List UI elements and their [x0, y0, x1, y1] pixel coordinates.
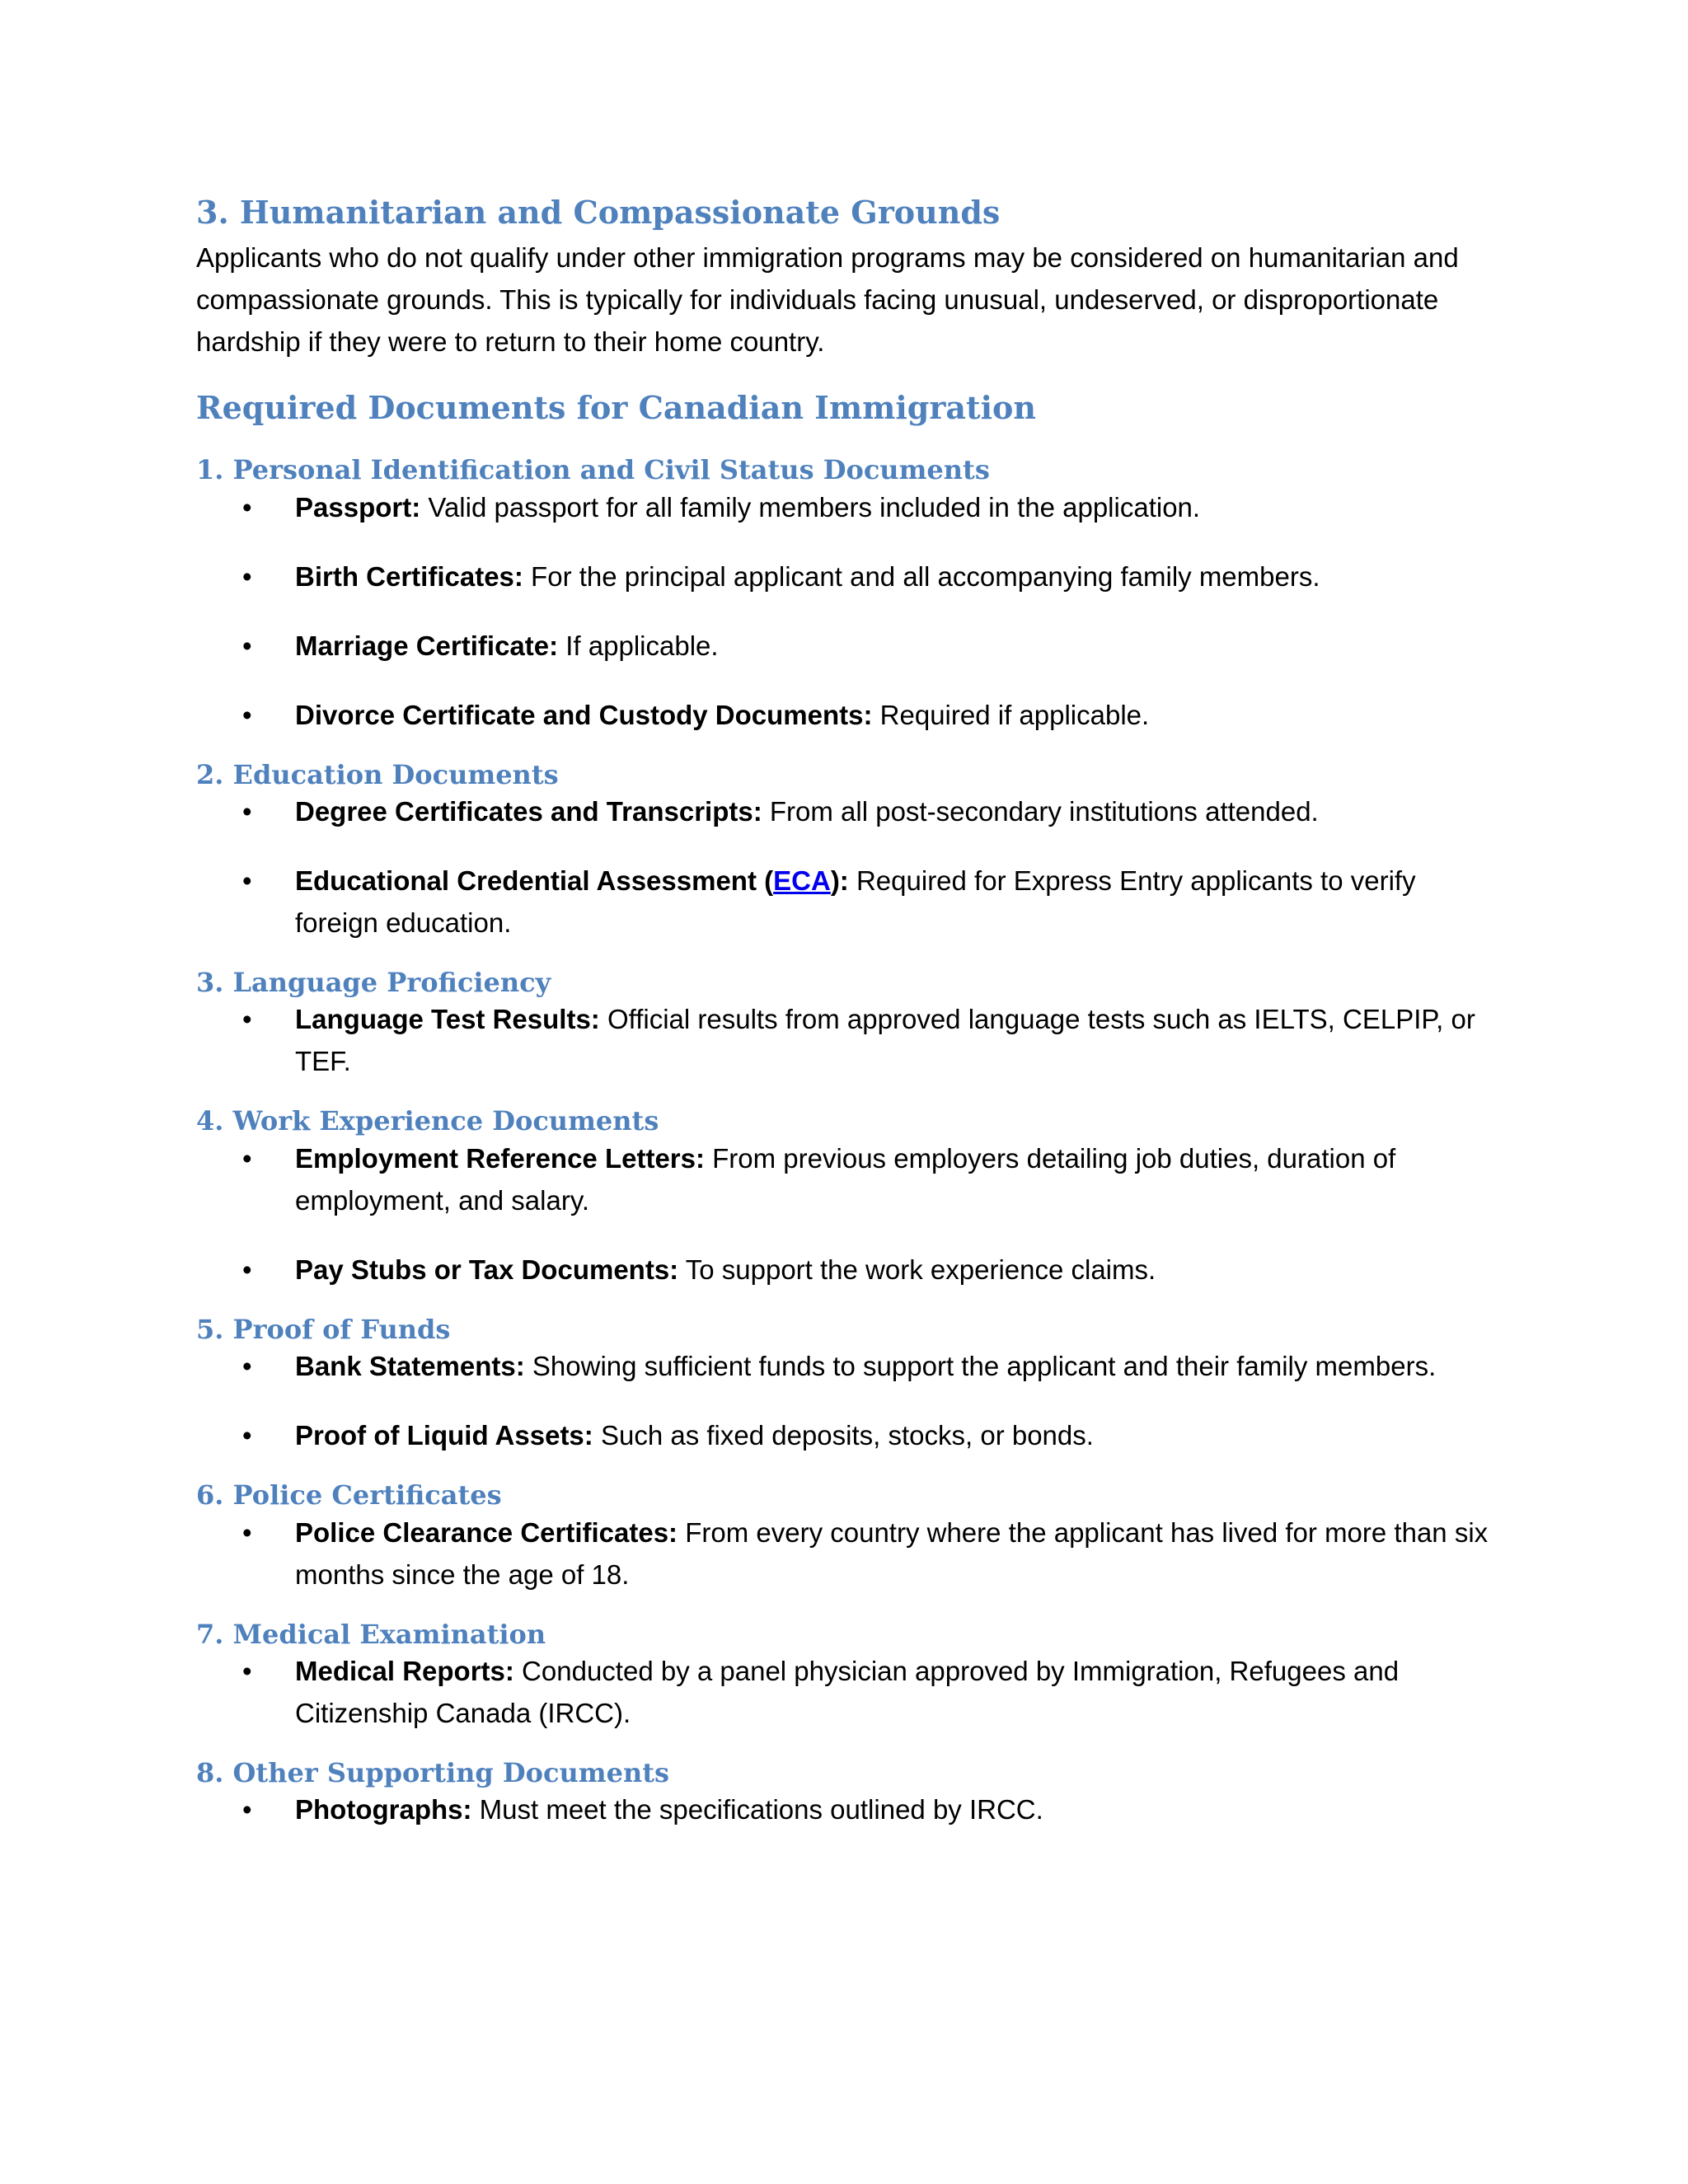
item-text: If applicable. [558, 630, 719, 661]
list-item [196, 625, 1498, 667]
eca-link[interactable]: ECA [773, 865, 831, 896]
item-label: Police Clearance Certificates: [295, 1516, 678, 1548]
section-3-heading: 3. Humanitarian and Compassionate Grounds [196, 194, 1001, 231]
item-text: Conducted by a panel physician approved by Immigration, Refugees and Citizenship Canada (IRCC). [295, 1655, 1400, 1728]
group-2-list [196, 790, 1498, 944]
bullet-icon: • [242, 1142, 252, 1174]
item-label: Language Test Results: [295, 1004, 600, 1035]
list-item [196, 1345, 1498, 1387]
list-item [196, 486, 1498, 528]
list-item [196, 1249, 1498, 1291]
item-text: Required if applicable. [872, 699, 1150, 730]
group-3-heading: 3. Language Proficiency [196, 966, 551, 998]
bullet-icon: • [242, 1004, 252, 1035]
bullet-icon: • [242, 1420, 252, 1451]
group-1-list [196, 486, 1498, 736]
item-label: Marriage Certificate: [295, 630, 559, 661]
item-text: Must meet the specifications outlined by IRCC. [471, 1794, 1043, 1825]
list-item [196, 1137, 1498, 1221]
group-3-list [196, 998, 1498, 1082]
item-label: Medical Reports: [295, 1655, 514, 1686]
bullet-icon: • [242, 865, 252, 896]
item-text: Required for Express Entry applicants to verify foreign education. [295, 865, 1416, 938]
section-3-paragraph: Applicants who do not qualify under other immigration programs may be considered on humanitarian and compassionate grounds. This is typically for individuals facing unusual, undeserved, or disproportionate hardship if they were to return to their home country. [196, 241, 1459, 357]
list-item [196, 694, 1498, 736]
list-item [196, 790, 1498, 832]
item-label: Photographs: [295, 1794, 472, 1825]
bullet-icon: • [242, 699, 252, 730]
item-text: For the principal applicant and all accompanying family members. [523, 560, 1320, 592]
group-6-heading: 6. Police Certificates [196, 1479, 502, 1511]
item-label: Degree Certificates and Transcripts: [295, 795, 762, 827]
item-text: Valid passport for all family members included in the application. [420, 491, 1201, 523]
list-item [196, 860, 1498, 944]
group-5-heading: 5. Proof of Funds [196, 1313, 451, 1345]
group-5-list [196, 1345, 1498, 1456]
group-8-heading: 8. Other Supporting Documents [196, 1756, 669, 1788]
list-item [196, 998, 1498, 1082]
required-documents-heading: Required Documents for Canadian Immigration [196, 388, 1036, 426]
bullet-icon: • [242, 1351, 252, 1382]
item-text: From previous employers detailing job duties, duration of employment, and salary. [295, 1142, 1396, 1216]
item-label: Bank Statements: [295, 1351, 525, 1382]
bullet-icon: • [242, 1794, 252, 1825]
group-7-heading: 7. Medical Examination [196, 1618, 546, 1650]
bullet-icon: • [242, 491, 252, 523]
item-label: Birth Certificates: [295, 560, 523, 592]
item-text: From every country where the applicant has lived for more than six months since the age of 18. [295, 1516, 1489, 1590]
list-item [196, 1414, 1498, 1456]
item-text: Showing sufficient funds to support the applicant and their family members. [524, 1351, 1437, 1382]
item-text: To support the work experience claims. [678, 1254, 1156, 1285]
document-page [196, 194, 1498, 1830]
bullet-icon: • [242, 1254, 252, 1285]
group-1-heading: 1. Personal Identification and Civil Status Documents [196, 454, 990, 486]
list-item [196, 1650, 1498, 1734]
bullet-icon: • [242, 1516, 252, 1548]
list-item [196, 1511, 1498, 1596]
list-item [196, 1788, 1498, 1830]
item-label: Divorce Certificate and Custody Documents: [295, 699, 873, 730]
bullet-icon: • [242, 1655, 252, 1686]
bullet-icon: • [242, 560, 252, 592]
item-label: Proof of Liquid Assets: [295, 1420, 593, 1451]
group-7-list [196, 1650, 1498, 1734]
group-4-heading: 4. Work Experience Documents [196, 1105, 659, 1137]
item-label: Employment Reference Letters: [295, 1142, 705, 1174]
group-6-list [196, 1511, 1498, 1596]
item-label: Passport: [295, 491, 421, 523]
list-item [196, 555, 1498, 598]
item-label: Pay Stubs or Tax Documents: [295, 1254, 679, 1285]
group-8-list [196, 1788, 1498, 1830]
item-text: Official results from approved language tests such as IELTS, CELPIP, or TEF. [295, 1004, 1475, 1077]
item-text: Such as fixed deposits, stocks, or bonds. [593, 1420, 1094, 1451]
group-4-list [196, 1137, 1498, 1291]
item-text: From all post-secondary institutions attended. [762, 795, 1319, 827]
item-label-end: ): [830, 865, 849, 896]
group-2-heading: 2. Education Documents [196, 758, 559, 790]
bullet-icon: • [242, 630, 252, 661]
item-label: Educational Credential Assessment ( [295, 865, 774, 896]
bullet-icon: • [242, 795, 252, 827]
